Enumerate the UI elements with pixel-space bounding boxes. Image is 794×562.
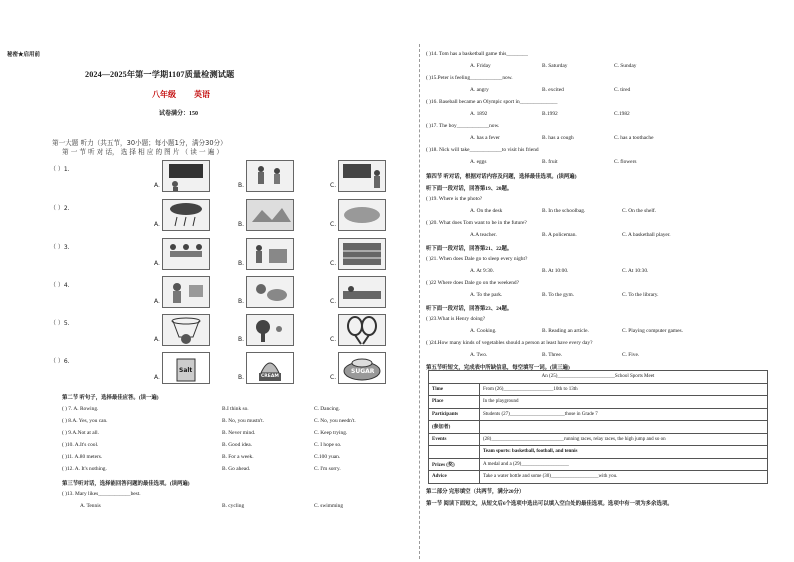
question-16: ( )16. Baseball became an Olympic sport in______________ xyxy=(426,99,558,105)
picture-question-4 xyxy=(50,276,380,310)
sports-meet-table xyxy=(428,370,768,484)
row-label: (参加者) xyxy=(429,421,480,434)
option-label: A. xyxy=(154,221,160,228)
sugar-picture xyxy=(338,352,386,384)
option-c: C. Five. xyxy=(622,352,640,358)
rain-picture xyxy=(162,199,210,231)
listening-subheading: 第 一 节 听 对 话， 选 择 相 应 的 图 片 （ 读 一 遍 ） xyxy=(62,148,223,156)
full-score: 试卷满分：150 xyxy=(159,111,199,117)
option-a: A. Cooking. xyxy=(470,328,497,334)
option-a: A. To the park. xyxy=(470,292,503,298)
picture-question-5 xyxy=(50,314,380,348)
question-number: （ ）2. xyxy=(50,205,70,212)
row-value: In the playground xyxy=(480,396,768,409)
option-c: C. Sunday xyxy=(614,63,637,69)
option-c: C. tired xyxy=(614,87,631,93)
question-15: ( )15.Peter is feeling____________now. xyxy=(426,75,513,81)
row-value: From (26)____________________10th to 13th xyxy=(480,383,768,396)
row-label: Time xyxy=(429,383,480,396)
option-c: C. Dancing. xyxy=(314,406,340,412)
option-a: A. At 9:30. xyxy=(470,268,494,274)
row-label: Prizes (奖) xyxy=(429,458,480,471)
option-c: C.1982 xyxy=(614,111,630,117)
question-21: ( )21. When does Dale go to sleep every night? xyxy=(426,256,528,262)
option-label: A. xyxy=(154,336,160,343)
option-label: C. xyxy=(330,182,337,189)
question-number: （ ）3. xyxy=(50,244,70,251)
question-number: （ ）6. xyxy=(50,358,70,365)
option-label: A. xyxy=(154,260,160,267)
section3-heading: 第三节听对话，选择能回答问题的最佳选项。(读两遍) xyxy=(62,481,190,487)
section4-heading: 第四节 听对话，根据对话内容及问题，选择最佳选项。(读两遍) xyxy=(426,174,577,180)
option-label: B. xyxy=(238,221,245,228)
option-b: B. Go ahead. xyxy=(222,466,251,472)
option-a: A. Friday xyxy=(470,63,491,69)
row-label: Place xyxy=(429,396,480,409)
people-picture xyxy=(162,238,210,270)
option-b: B.1992 xyxy=(542,111,558,117)
option-label: C. xyxy=(330,260,337,267)
family-picture xyxy=(246,160,294,192)
question-number: （ ）1. xyxy=(50,166,70,173)
table-row xyxy=(429,471,768,484)
picture-question-6 xyxy=(50,352,380,386)
question-9: ( ) 9.A.Not at all. xyxy=(62,430,99,436)
picture-question-2 xyxy=(50,199,380,233)
option-b: B. At 10:00. xyxy=(542,268,569,274)
picture-question-1 xyxy=(50,160,380,194)
question-23: ( )23.What is Henry doing? xyxy=(426,316,486,322)
table-row xyxy=(429,433,768,446)
question-7: ( ) 7. A. Rowing. xyxy=(62,406,99,412)
row-value: Team sports: basketball, football, and tennis xyxy=(480,446,768,459)
option-b: B. has a cough xyxy=(542,135,574,141)
cream-text: CREAM xyxy=(261,374,279,379)
table-row xyxy=(429,446,768,459)
question-8: ( ) 8.A. Yes, you can. xyxy=(62,418,108,424)
question-18: ( )18. Nick will take____________to visit his friend xyxy=(426,147,539,153)
subject-label: 英语 xyxy=(194,90,210,99)
part2-section1: 第一节 阅读下面短文，从短文后6个选项中选出可以填入空白处的最佳选项。选项中有一项为多余选项。 xyxy=(426,501,673,507)
row-label: Advice xyxy=(429,471,480,484)
option-a: A. On the desk xyxy=(470,208,503,214)
grade-label: 八年级 xyxy=(152,90,176,99)
salt-text: Salt xyxy=(179,367,193,374)
option-c: C. Playing computer games. xyxy=(622,328,683,334)
listening-heading: 第一大题 听力（共五节，30小题；每小题1分，满分30分） xyxy=(52,139,227,147)
salt-picture xyxy=(162,352,210,384)
option-b: B. Good idea. xyxy=(222,442,252,448)
secret-mark: 秘密★启用前 xyxy=(7,52,41,58)
option-b: B. Never mind. xyxy=(222,430,256,436)
option-a: A. Two. xyxy=(470,352,488,358)
shopping-picture xyxy=(246,238,294,270)
part2-heading: 第二部分 完形填空（共两节，满分20分） xyxy=(426,489,525,495)
boy-picture xyxy=(162,276,210,308)
table-row xyxy=(429,383,768,396)
option-c: C. flowers xyxy=(614,159,637,165)
option-label: A. xyxy=(154,374,160,381)
option-a: A.A teacher. xyxy=(470,232,497,238)
option-b: B. cycling xyxy=(222,503,245,509)
question-number: （ ）4. xyxy=(50,282,70,289)
option-c: C. swimming xyxy=(314,503,344,509)
cloud-picture xyxy=(338,199,386,231)
section5-heading: 第五节听短文，完成表中所缺信息，每空填写一词。(读三遍) xyxy=(426,365,570,371)
option-c: C. On the shelf. xyxy=(622,208,656,214)
option-a: A. has a fever xyxy=(470,135,500,141)
option-c: C. To the library. xyxy=(622,292,659,298)
section2-heading: 第二节 听句子，选择最佳应答。(读一遍) xyxy=(62,395,159,401)
question-20: ( )20. What does Tom want to be in the future? xyxy=(426,220,527,226)
option-a: A. Tennis xyxy=(80,503,101,509)
question-number: （ ）5. xyxy=(50,320,70,327)
option-label: C. xyxy=(330,374,337,381)
option-b: B. Reading an article. xyxy=(542,328,589,334)
section4-group3: 听下面一段对话，回答第23、24题。 xyxy=(426,306,513,312)
teacher-picture xyxy=(338,160,386,192)
option-label: C. xyxy=(330,336,337,343)
basketball-picture xyxy=(162,314,210,346)
library-picture xyxy=(338,238,386,270)
row-value: Students (27)______________________those in Grade 7 xyxy=(480,408,768,421)
option-label: B. xyxy=(238,298,245,305)
table-row xyxy=(429,421,768,434)
table-row xyxy=(429,458,768,471)
option-b: B. excited xyxy=(542,87,564,93)
question-19: ( )19. Where is the photo? xyxy=(426,196,483,202)
option-b: B. To the gym. xyxy=(542,292,575,298)
table-row xyxy=(429,371,768,384)
question-14: ( )14. Tom has a basketball game this________ xyxy=(426,51,528,57)
classroom-picture xyxy=(162,160,210,192)
option-c: C. A basketball player. xyxy=(622,232,671,238)
option-label: C. xyxy=(330,298,337,305)
option-a: A. eggs xyxy=(470,159,487,165)
exam-title: 2024—2025年第一学期1107质量检测试题 xyxy=(85,70,235,79)
food-picture xyxy=(246,276,294,308)
column-divider xyxy=(419,44,420,559)
tennis-picture xyxy=(338,314,386,346)
question-10: ( )10. A.It's cool. xyxy=(62,442,99,448)
option-label: B. xyxy=(238,182,245,189)
option-label: B. xyxy=(238,374,245,381)
option-c: C. I hope so. xyxy=(314,442,342,448)
question-24: ( )24.How many kinds of vegetables should a person at least have every day? xyxy=(426,340,593,346)
sugar-text: SUGAR xyxy=(351,368,375,375)
option-label: C. xyxy=(330,221,337,228)
row-value xyxy=(480,421,768,434)
option-a: A. 1892 xyxy=(470,111,488,117)
question-11: ( )11. A.80 meters. xyxy=(62,454,103,460)
ping-pong-picture xyxy=(246,314,294,346)
option-c: C. At 10:30. xyxy=(622,268,649,274)
cream-picture xyxy=(246,352,294,384)
option-label: B. xyxy=(238,336,245,343)
option-b: B. In the schoolbag. xyxy=(542,208,586,214)
option-a: A. angry xyxy=(470,87,489,93)
option-c: C. I'm sorry. xyxy=(314,466,341,472)
section4-group2: 听下面一段对话，回答第21、22题。 xyxy=(426,246,513,252)
snow-picture xyxy=(246,199,294,231)
section4-group1: 听下面一段对话，回答第19、20题。 xyxy=(426,186,513,192)
question-13: ( )13. Mary likes____________best. xyxy=(62,491,141,497)
table-row xyxy=(429,396,768,409)
table-row xyxy=(429,408,768,421)
question-12: ( )12. A. It's nothing. xyxy=(62,466,107,472)
option-c: C. No, you needn't. xyxy=(314,418,356,424)
option-b: B. No, you mustn't. xyxy=(222,418,265,424)
picture-question-3 xyxy=(50,238,380,272)
row-label xyxy=(429,446,480,459)
question-22: ( )22 Where does Dale go on the weekend? xyxy=(426,280,520,286)
option-c: C. Keep trying. xyxy=(314,430,348,436)
option-b: B. A policeman. xyxy=(542,232,577,238)
option-c: C. has a toothache xyxy=(614,135,654,141)
option-b: B.I think so. xyxy=(222,406,249,412)
option-label: A. xyxy=(154,182,160,189)
option-b: B. Three. xyxy=(542,352,563,358)
question-17: ( )17. The boy____________now. xyxy=(426,123,500,129)
table-title: An (25)_______________________School Sports Meet xyxy=(429,371,768,384)
option-label: A. xyxy=(154,298,160,305)
sleeping-picture xyxy=(338,276,386,308)
row-value: Take a water bottle and some (30)___________________with you. xyxy=(480,471,768,484)
row-value: (28)_____________________________running races, relay races, the high jump and so on xyxy=(480,433,768,446)
option-b: B. fruit xyxy=(542,159,558,165)
row-label: Participants xyxy=(429,408,480,421)
row-label: Events xyxy=(429,433,480,446)
option-c: C.100 yuan. xyxy=(314,454,341,460)
option-b: B. Saturday xyxy=(542,63,568,69)
option-b: B. For a week. xyxy=(222,454,254,460)
row-value: A medal and a (29)___________________ xyxy=(480,458,768,471)
option-label: B. xyxy=(238,260,245,267)
